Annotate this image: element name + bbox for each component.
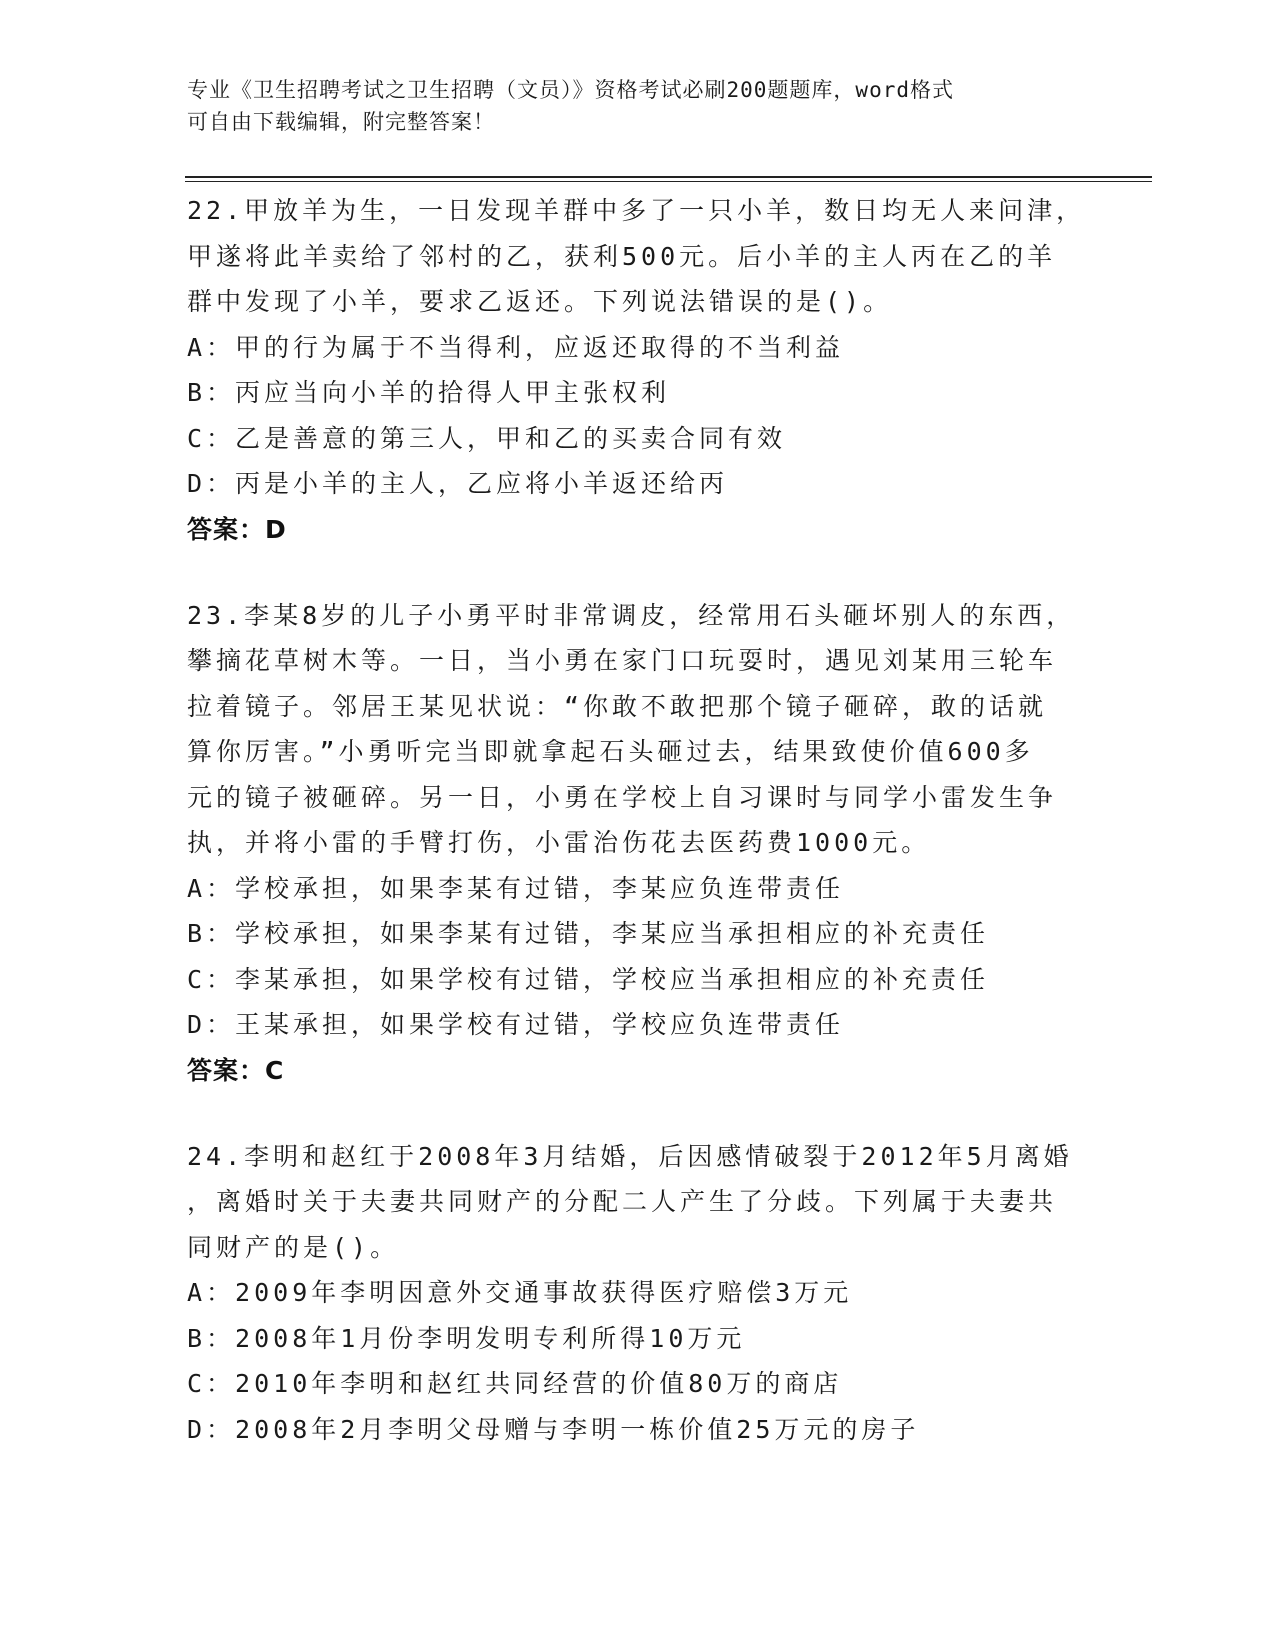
question-22 xyxy=(187,188,1087,553)
answer-label: 答案：D xyxy=(187,514,287,544)
header-line-2: 可自由下载编辑，附完整答案！ xyxy=(187,110,495,134)
question-text-line: 算你厉害。”小勇听完当即就拿起石头砸过去，结果致使价值600多 xyxy=(187,737,1034,766)
question-list xyxy=(187,188,1087,1492)
question-23 xyxy=(187,593,1087,1094)
question-text-line: 元的镜子被砸碎。另一日，小勇在学校上自习课时与同学小雷发生争 xyxy=(187,782,1058,812)
option-c: C：乙是善意的第三人，甲和乙的买卖合同有效 xyxy=(187,423,787,453)
question-text-line: 甲遂将此羊卖给了邻村的乙，获利500元。后小羊的主人丙在乙的羊 xyxy=(187,241,1057,271)
option-c: C：2010年李明和赵红共同经营的价值80万的商店 xyxy=(187,1369,843,1398)
question-text-line: ，离婚时关于夫妻共同财产的分配二人产生了分歧。下列属于夫妻共 xyxy=(187,1187,1058,1216)
question-text-line: 22.甲放羊为生，一日发现羊群中多了一只小羊，数日均无人来问津， xyxy=(187,196,1086,225)
option-a: A：学校承担，如果李某有过错，李某应负连带责任 xyxy=(187,873,845,903)
header-divider-thick xyxy=(185,176,1152,178)
answer-label: 答案：C xyxy=(187,1055,285,1085)
header-line-1: 专业《卫生招聘考试之卫生招聘（文员）》资格考试必刷200题题库，word格式 xyxy=(187,78,954,102)
question-text-line: 攀摘花草树木等。一日，当小勇在家门口玩耍时，遇见刘某用三轮车 xyxy=(187,646,1058,675)
option-c: C：李某承担，如果学校有过错，学校应当承担相应的补充责任 xyxy=(187,964,990,994)
question-text-line: 群中发现了小羊，要求乙返还。下列说法错误的是()。 xyxy=(187,287,893,316)
question-text-line: 拉着镜子。邻居王某见状说：“你敢不敢把那个镜子砸碎，敢的话就 xyxy=(187,691,1048,721)
option-a: A：甲的行为属于不当得利，应返还取得的不当利益 xyxy=(187,332,845,362)
question-text-line: 23.李某8岁的儿子小勇平时非常调皮，经常用石头砸坏别人的东西， xyxy=(187,600,1076,630)
header-divider-thin xyxy=(185,181,1152,182)
question-24 xyxy=(187,1134,1087,1453)
question-text-line: 同财产的是()。 xyxy=(187,1232,400,1262)
option-d: D：王某承担，如果学校有过错，学校应负连带责任 xyxy=(187,1010,845,1039)
question-text-line: 执，并将小雷的手臂打伤，小雷治伤花去医药费1000元。 xyxy=(187,828,931,857)
option-b: B：丙应当向小羊的拾得人甲主张权利 xyxy=(187,378,671,407)
option-a: A：2009年李明因意外交通事故获得医疗赔偿3万元 xyxy=(187,1278,853,1307)
question-text-line: 24.李明和赵红于2008年3月结婚，后因感情破裂于2012年5月离婚 xyxy=(187,1141,1073,1171)
option-d: D：丙是小羊的主人，乙应将小羊返还给丙 xyxy=(187,469,729,498)
option-b: B：2008年1月份李明发明专利所得10万元 xyxy=(187,1323,746,1353)
option-b: B：学校承担，如果李某有过错，李某应当承担相应的补充责任 xyxy=(187,919,990,948)
option-d: D：2008年2月李明父母赠与李明一栋价值25万元的房子 xyxy=(187,1414,920,1444)
document-header xyxy=(187,74,1067,138)
